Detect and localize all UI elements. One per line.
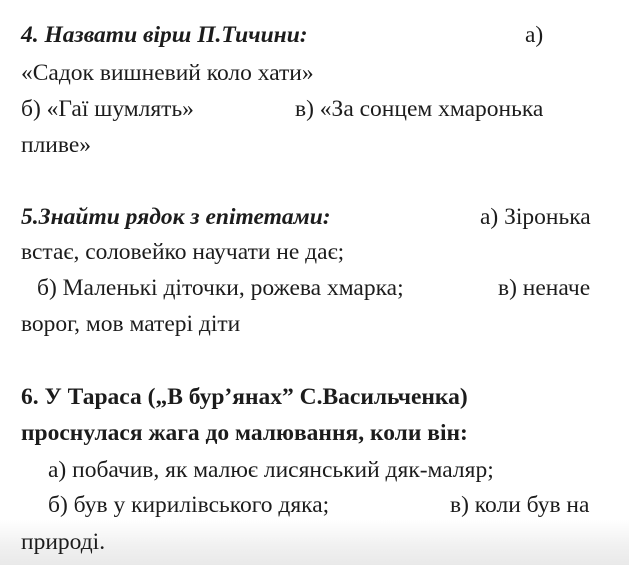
- q4-title: 4. Назвати вірш П.Тичини:: [21, 22, 308, 48]
- q4-option-v-cont: пливе»: [21, 132, 92, 158]
- q4-option-a-label: а): [525, 22, 544, 48]
- q6-title-line1: 6. У Тараса („В бур’янах” С.Васильченка): [21, 384, 468, 410]
- q6-option-a: а) побачив, як малює лисянський дяк-маляр;: [48, 457, 494, 483]
- q6-option-v-cont: природі.: [21, 529, 106, 555]
- q6-title-line2: проснулася жага до малювання, коли він:: [21, 420, 468, 446]
- q5-option-a-cont: встає, соловейко научати не дає;: [21, 239, 345, 265]
- q4-option-v: в) «За сонцем хмаронька: [295, 96, 544, 122]
- q5-title: 5.Знайти рядок з епітетами:: [21, 204, 331, 230]
- q5-option-b: б) Маленькі діточки, рожева хмарка;: [37, 275, 404, 301]
- q6-option-b: б) був у кирилівського дяка;: [48, 492, 330, 518]
- q5-option-a-start: а) Зіронька: [480, 204, 591, 230]
- q4-option-a-text: «Садок вишневий коло хати»: [21, 60, 314, 86]
- q5-option-v-cont: ворог, мов матері діти: [21, 311, 241, 337]
- q5-option-v-start: в) неначе: [498, 275, 591, 301]
- q4-option-b: б) «Гаї шумлять»: [21, 96, 194, 122]
- q6-option-v-start: в) коли був на: [450, 492, 590, 518]
